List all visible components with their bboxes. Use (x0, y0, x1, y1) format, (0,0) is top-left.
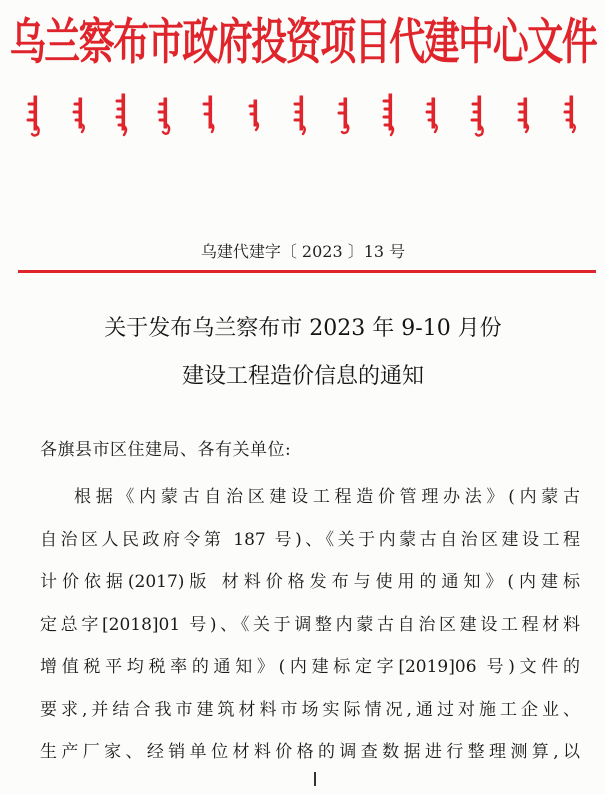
body-text-line: 定总字[2018]01 号)、《关于调整内蒙古自治区建设工程材料 (40, 615, 580, 635)
body-text-line: 自治区人民政府令第 187 号)、《关于内蒙古自治区建设工程 (40, 530, 580, 550)
document-number: 乌建代建字〔 2023 〕13 号 (200, 242, 406, 261)
body-text-line: 生产厂家、经销单位材料价格的调查数据进行整理测算,以 (40, 742, 580, 762)
document-title-line-2: 建设工程造价信息的通知 (181, 364, 424, 389)
body-text-line: 增值税平均税率的通知》(内建标定字[2019]06 号)文件的 (40, 657, 580, 677)
body-text-line: 根据《内蒙古自治区建设工程造价管理办法》(内蒙古 (74, 487, 580, 507)
document-title-line-1: 关于发布乌兰察布市 2023 年 9-10 月份 (104, 316, 502, 341)
red-masthead-title: 乌兰察布市政府投资项目代建中心文件 (9, 14, 597, 71)
page-tick-mark (314, 772, 316, 786)
body-text-line: 要求,并结合我市建筑材料市场实际情况,通过对施工企业、 (40, 700, 580, 720)
body-text-line: 计价依据(2017)版 材料价格发布与使用的通知》(内建标 (40, 572, 580, 592)
red-divider-line (18, 270, 596, 273)
mongolian-script-band-icon (0, 90, 606, 146)
salutation: 各旗县市区住建局、各有关单位: (40, 440, 292, 460)
